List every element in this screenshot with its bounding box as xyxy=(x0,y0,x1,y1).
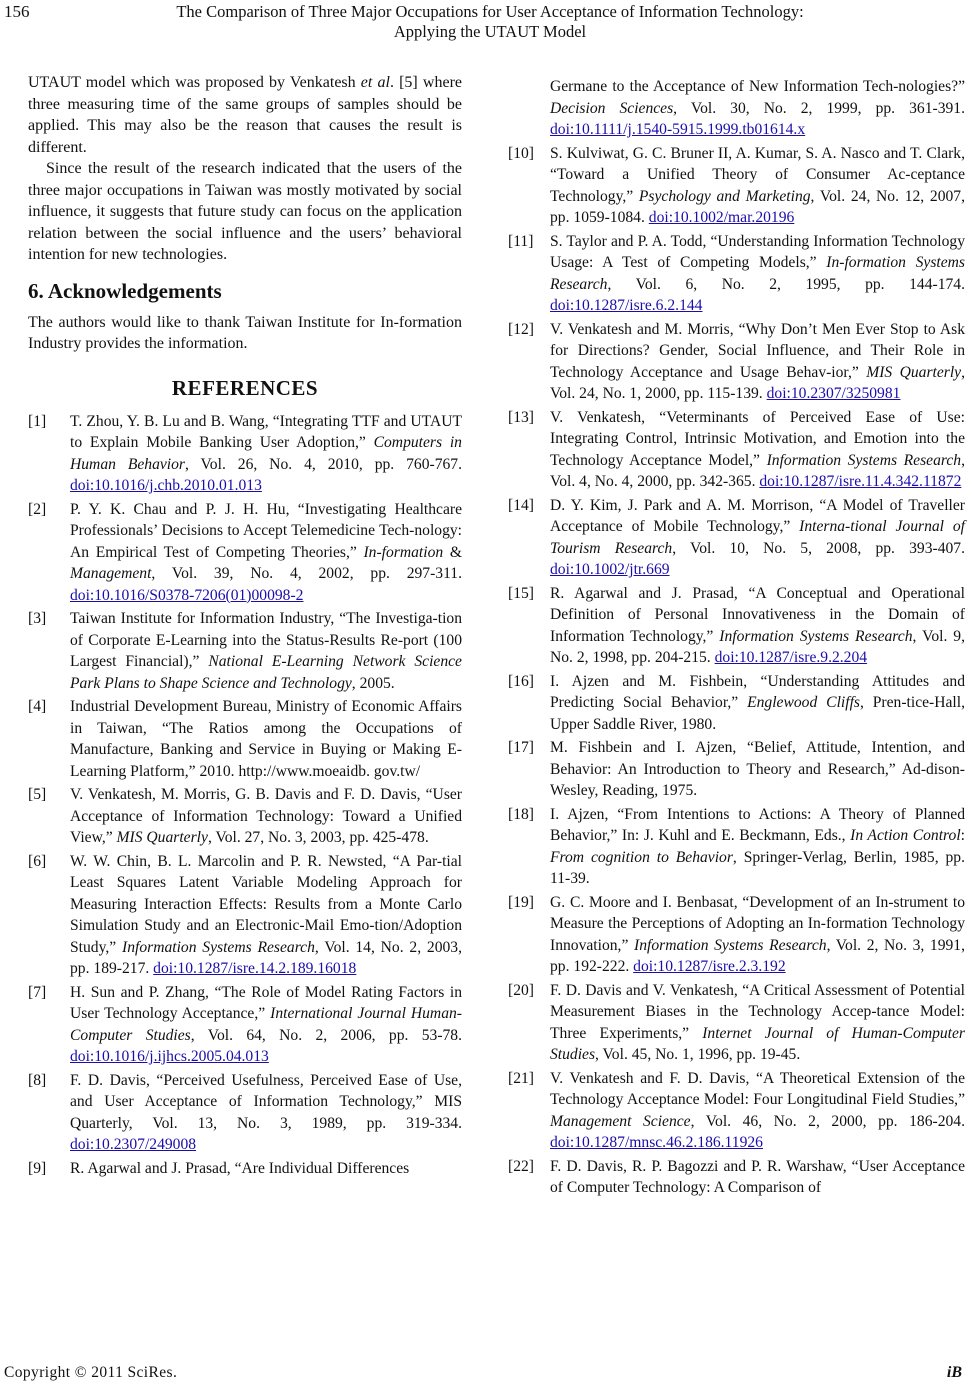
reference-number: [22] xyxy=(508,1157,534,1175)
italic-text: Information Systems Research xyxy=(766,451,962,469)
left-column xyxy=(28,72,462,1181)
text-segment: I. Ajzen and M. Fishbein, “Understanding Attitudes and Predicting Social Behavior,” xyxy=(550,672,965,711)
text-segment: V. Venkatesh and F. D. Davis, “A Theoretical Extension of the Technology Acceptance Model: Four Longitudinal Field Studies,” xyxy=(550,1069,965,1108)
reference-number: [12] xyxy=(508,320,534,338)
text-segment: S. Kulviwat, G. C. Bruner II, A. Kumar, S. A. Nasco and T. Clark, “Toward a Unified Theory of Consumer Ac-ceptance Technology,” xyxy=(550,144,965,205)
italic-text: MIS Quarterly xyxy=(116,829,208,846)
reference-text xyxy=(550,319,965,405)
reference-text xyxy=(550,892,965,978)
journal-abbreviation: iB xyxy=(946,1364,962,1381)
text-segment: F. D. Davis and V. Venkatesh, “A Critical Assessment of Potential Measurement Biases in the Technology Accep-tance Model: Three Experiments,” xyxy=(550,981,965,1042)
reference-number: [18] xyxy=(508,805,534,823)
text-segment: , Vol. 9, No. 2, 1998, pp. 204-215. xyxy=(550,627,965,666)
text-segment: . [5] where three measuring time of the same groups of samples should be applied. This may also be the reason that causes the result is different. xyxy=(28,74,462,156)
reference-number: [19] xyxy=(508,893,534,911)
section-heading-acknowledgements: 6. Acknowledgements xyxy=(28,278,222,303)
reference-entry xyxy=(508,737,965,802)
text-segment: G. C. Moore and I. Benbasat, “Development of an In-strument to Measure the Perceptions of Adopting an In-formation Technology Innovation,” xyxy=(550,893,965,954)
text-segment: V. Venkatesh, “Veterminants of Perceived Ease of Use: Integrating Control, Intrinsic Motivation, and Emotion into the Technology Acceptance Model,” xyxy=(550,408,965,469)
doi-link[interactable]: doi:10.1016/j.ijhcs.2005.04.013 xyxy=(70,1048,269,1065)
copyright-notice: Copyright © 2011 SciRes. xyxy=(4,1364,178,1381)
reference-entry xyxy=(508,671,965,736)
text-segment: , Vol. 6, No. 2, 1995, pp. 144-174. xyxy=(607,275,965,293)
right-column xyxy=(508,76,965,1201)
doi-link[interactable]: doi:10.1287/isre.14.2.189.16018 xyxy=(153,960,357,977)
reference-entry xyxy=(28,851,462,980)
text-segment: , Vol. 14, No. 2, 2003, pp. 189-217. xyxy=(70,938,462,977)
text-segment: T. Zhou, Y. B. Lu and B. Wang, “Integrating TTF and UTAUT to Explain Mobile Banking User Adoption,” xyxy=(70,412,462,451)
text-segment: V. Venkatesh, M. Morris, G. B. Davis and F. D. Davis, “User Acceptance of Information Technology: Toward a Unified View,” xyxy=(70,786,462,846)
body-paragraph: Since the result of the research indicated that the users of the three major occupations in Taiwan was mostly motivated by social influence, it suggests that future study can focus on the application relation between the social influence and the users’ behavioral intention for new technologies. xyxy=(28,160,462,263)
italic-text: Englewood Cliffs xyxy=(747,694,860,711)
text-segment: Taiwan Institute for Information Industry, “The Investiga-tion of Corporate E-Learning into the Status-Results Re-port (100 Largest Financial),” xyxy=(70,610,462,670)
reference-number: [5] xyxy=(28,786,47,803)
text-segment: UTAUT model which was proposed by Venkatesh xyxy=(28,74,361,91)
text-segment: S. Taylor and P. A. Todd, “Understanding Information Technology Usage: A Test of Competing Models,” xyxy=(550,232,965,271)
reference-number: [7] xyxy=(28,983,47,1001)
reference-text xyxy=(70,608,462,694)
italic-text: Internet Journal of Human-Computer Studies xyxy=(550,1024,965,1063)
doi-link[interactable]: doi:10.2307/249008 xyxy=(70,1136,197,1153)
reference-entry xyxy=(508,319,965,405)
reference-number: [10] xyxy=(508,144,534,162)
doi-link[interactable]: doi:10.1016/S0378-7206(01)00098-2 xyxy=(70,586,304,604)
reference-text xyxy=(550,407,965,493)
text-segment: , Vol. 45, No. 1, 1996, pp. 19-45. xyxy=(595,1046,801,1063)
reference-number: [14] xyxy=(508,496,534,514)
reference-text xyxy=(70,1070,462,1156)
reference-entry xyxy=(508,1156,965,1199)
reference-entry xyxy=(28,1158,462,1180)
reference-entry xyxy=(508,143,965,229)
text-segment: R. Agarwal and J. Prasad, “A Conceptual and Operational Definition of Personal Innovativeness in the Domain of Information Technology,” xyxy=(550,584,965,645)
italic-text: In-formation Systems Research xyxy=(550,254,966,293)
doi-link[interactable]: doi:10.1287/mnsc.46.2.186.11926 xyxy=(550,1134,763,1151)
running-title xyxy=(60,2,920,42)
text-segment: , Vol. 2, No. 3, 1991, pp. 192-222. xyxy=(550,936,965,975)
reference-number: [1] xyxy=(28,412,47,430)
italic-text: From cognition to Behavior xyxy=(550,848,733,866)
reference-text xyxy=(550,76,965,141)
italic-text: Information Systems Research xyxy=(122,938,315,956)
italic-text: Psychology and Marketing xyxy=(638,187,811,205)
reference-text xyxy=(550,737,965,802)
text-segment: , 2005. xyxy=(351,674,395,692)
text-segment: , Vol. 4, No. 4, 2000, pp. 342-365. xyxy=(550,451,965,490)
reference-entry xyxy=(508,76,965,141)
reference-text xyxy=(550,1068,965,1154)
reference-number: [15] xyxy=(508,584,534,602)
running-title-line-1: The Comparison of Three Major Occupations for User Acceptance of Information Technology: xyxy=(176,2,804,21)
reference-number: [9] xyxy=(28,1159,47,1177)
reference-entry xyxy=(508,231,965,317)
reference-entry xyxy=(28,982,462,1068)
text-segment: : xyxy=(960,827,965,844)
reference-entry xyxy=(508,495,965,581)
reference-entry xyxy=(508,980,965,1066)
italic-text: Management Science xyxy=(550,1112,691,1130)
text-segment: , Pren-tice-Hall, Upper Saddle River, 1980. xyxy=(550,694,965,733)
italic-text: Computers in Human Behavior xyxy=(70,434,462,473)
reference-text xyxy=(70,982,462,1068)
doi-link[interactable]: doi:10.1002/mar.20196 xyxy=(648,209,795,226)
reference-text xyxy=(550,1156,965,1199)
text-segment: , Springer-Verlag, Berlin, 1985, pp. 11-39. xyxy=(550,848,965,887)
text-segment: , Vol. 24, No. 1, 2000, pp. 115-139. xyxy=(550,363,965,402)
doi-link[interactable]: doi:10.1287/isre.2.3.192 xyxy=(633,958,786,975)
reference-entry xyxy=(508,804,965,890)
doi-link[interactable]: doi:10.1111/j.1540-5915.1999.tb01614.x xyxy=(550,121,806,138)
reference-text xyxy=(70,784,462,849)
text-segment: , Vol. 30, No. 2, 1999, pp. 361-391. xyxy=(673,99,966,117)
reference-text xyxy=(70,499,462,607)
doi-link[interactable]: doi:10.1287/isre.9.2.204 xyxy=(714,649,868,666)
reference-text xyxy=(550,583,965,669)
text-segment: Germane to the Acceptance of New Information Tech-nologies?” xyxy=(550,78,965,95)
text-segment: W. W. Chin, B. L. Marcolin and P. R. Newsted, “A Par-tial Least Squares Latent Variable Modeling Approach for Measuring Interaction Effects: Results from a Monte Carlo Simulation Study and an Electronic-Mail Emo-tion/Adoption Study,” xyxy=(70,852,462,956)
reference-text xyxy=(550,231,965,317)
reference-number: [2] xyxy=(28,500,47,518)
reference-text xyxy=(550,495,965,581)
doi-link[interactable]: doi:10.1287/isre.6.2.144 xyxy=(550,297,703,314)
text-segment: , Vol. 46, No. 2, 2000, pp. 186-204. xyxy=(690,1112,966,1130)
italic-text: et al xyxy=(360,74,390,91)
reference-number: [21] xyxy=(508,1069,534,1087)
reference-entry xyxy=(508,583,965,669)
text-segment: , Vol. 27, No. 3, 2003, pp. 425-478. xyxy=(207,829,429,846)
doi-link[interactable]: doi:10.1287/isre.11.4.342.11872 xyxy=(759,473,962,490)
reference-entry xyxy=(508,407,965,493)
page-number: 156 xyxy=(4,2,30,21)
italic-text: Information Systems Research xyxy=(634,936,827,954)
reference-entry xyxy=(28,499,462,607)
italic-text: In-formation xyxy=(363,543,444,561)
text-segment: D. Y. Kim, J. Park and A. M. Morrison, “A Model of Traveller Acceptance of Mobile Technology,” xyxy=(550,496,965,535)
reference-number: [16] xyxy=(508,672,534,690)
text-segment: Industrial Development Bureau, Ministry of Economic Affairs in Taiwan, “The Ratios among the Occupations of Manufacture, Banking and Service in Buying or Making E-Learning Platform,” 2010. http://www.moeaidb. gov.tw/ xyxy=(70,698,462,780)
acknowledgements-text: The authors would like to thank Taiwan Institute for In-formation Industry provides the information. xyxy=(28,313,462,352)
reference-text xyxy=(70,851,462,980)
reference-text xyxy=(70,696,462,782)
reference-text xyxy=(550,671,965,736)
reference-entry xyxy=(508,1068,965,1154)
reference-text xyxy=(70,411,462,497)
italic-text: In Action Control xyxy=(850,827,961,844)
reference-text xyxy=(70,1158,462,1180)
doi-link[interactable]: doi:10.2307/3250981 xyxy=(766,385,901,402)
text-segment: , Vol. 10, No. 5, 2008, pp. 393-407. xyxy=(672,539,966,557)
text-segment: F. D. Davis, “Perceived Usefulness, Perceived Ease of Use, and User Acceptance of Information Technology,” MIS Quarterly, Vol. 13, No. 3, 1989, pp. 319-334. xyxy=(70,1071,462,1132)
text-segment: , Vol. 24, No. 12, 2007, pp. 1059-1084. xyxy=(550,187,965,226)
body-paragraph xyxy=(28,72,462,158)
text-segment: I. Ajzen, “From Intentions to Actions: A Theory of Planned Behavior,” In: J. Kuhl and E. Beckmann, Eds., xyxy=(550,805,965,844)
reference-entry xyxy=(28,1070,462,1156)
italic-text: Decision Sciences xyxy=(550,99,674,117)
reference-number: [3] xyxy=(28,610,47,627)
text-segment: & xyxy=(443,543,462,561)
italic-text: Interna-tional Journal of Tourism Research xyxy=(550,518,965,557)
reference-number: [13] xyxy=(508,408,534,426)
italic-text: MIS Quarterly xyxy=(866,363,962,381)
doi-link[interactable]: doi:10.1016/j.chb.2010.01.013 xyxy=(70,477,262,494)
italic-text: Information Systems Research xyxy=(719,627,913,645)
text-segment: , Vol. 26, No. 4, 2010, pp. 760-767. xyxy=(185,455,462,473)
text-segment: V. Venkatesh and M. Morris, “Why Don’t Men Ever Stop to Ask for Directions? Gender, Social Influence, and Their Role in Technology Acceptance and Usage Behav-ior,” xyxy=(550,320,965,381)
text-segment: , Vol. 64, No. 2, 2006, pp. 53-78. xyxy=(190,1026,462,1044)
text-segment: F. D. Davis, R. P. Bagozzi and P. R. Warshaw, “User Acceptance of Computer Technology: A Comparison of xyxy=(550,1157,965,1196)
reference-entry xyxy=(28,784,462,849)
reference-text xyxy=(550,980,965,1066)
reference-number: [17] xyxy=(508,739,534,756)
doi-link[interactable]: doi:10.1002/jtr.669 xyxy=(550,561,670,578)
reference-number: [20] xyxy=(508,981,534,999)
reference-number: [11] xyxy=(508,232,534,250)
text-segment: P. Y. K. Chau and P. J. H. Hu, “Investigating Healthcare Professionals’ Decisions to Accept Telemedicine Tech-nology: An Empirical Test of Competing Theories,” xyxy=(70,500,462,561)
text-segment: M. Fishbein and I. Ajzen, “Belief, Attitude, Intention, and Behavior: An Introduction to Theory and Research,” Ad-dison-Wesley, Reading, 1975. xyxy=(550,739,965,799)
italic-text: International Journal Human-Computer Studies xyxy=(70,1005,462,1044)
reference-entry xyxy=(508,892,965,978)
reference-text xyxy=(550,804,965,890)
italic-text: National E-Learning Network Science Park Plans to Shape Science and Technology xyxy=(70,653,462,692)
text-segment: H. Sun and P. Zhang, “The Role of Model Rating Factors in User Technology Acceptance,” xyxy=(70,983,462,1022)
italic-text: Management xyxy=(70,565,152,582)
reference-number: [4] xyxy=(28,698,47,715)
running-title-line-2: Applying the UTAUT Model xyxy=(393,22,587,41)
reference-entry xyxy=(28,696,462,782)
reference-number: [8] xyxy=(28,1071,47,1089)
reference-entry xyxy=(28,608,462,694)
text-segment: R. Agarwal and J. Prasad, “Are Individual Differences xyxy=(70,1159,410,1177)
reference-entry xyxy=(28,411,462,497)
reference-number: [6] xyxy=(28,852,47,870)
text-segment: , Vol. 39, No. 4, 2002, pp. 297-311. xyxy=(151,565,462,582)
reference-text xyxy=(550,143,965,229)
references-heading: REFERENCES xyxy=(171,375,319,400)
